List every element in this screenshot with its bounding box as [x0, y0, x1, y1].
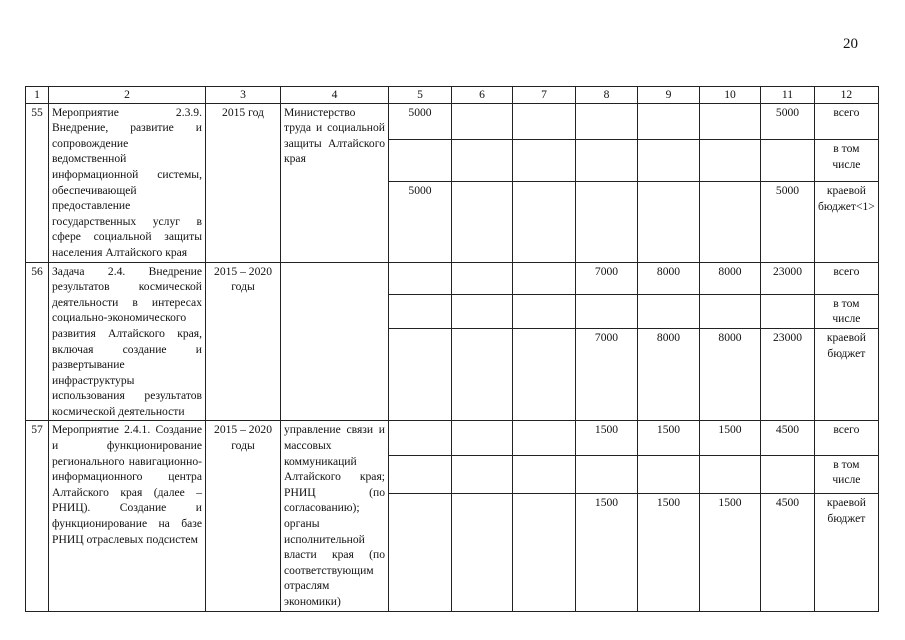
amount-cell: 5000 — [761, 103, 815, 140]
column-number: 8 — [576, 87, 638, 104]
column-number: 11 — [761, 87, 815, 104]
amount-cell — [638, 181, 700, 262]
amount-cell: 5000 — [761, 181, 815, 262]
amount-cell: 23000 — [761, 262, 815, 294]
amount-cell — [638, 103, 700, 140]
funding-source: всего — [815, 421, 879, 455]
amount-cell — [576, 455, 638, 494]
amount-cell: 1500 — [576, 421, 638, 455]
executor — [281, 262, 389, 421]
amount-cell — [513, 455, 576, 494]
executor: Министерство труда и социальной защиты Алтайского края — [281, 103, 389, 262]
amount-cell — [513, 329, 576, 421]
amount-cell — [576, 294, 638, 328]
amount-cell — [452, 262, 513, 294]
amount-cell — [513, 181, 576, 262]
funding-source: в том числе — [815, 294, 879, 328]
period: 2015 – 2020 годы — [206, 421, 281, 611]
amount-cell: 1500 — [700, 494, 761, 611]
column-number: 9 — [638, 87, 700, 104]
amount-cell — [389, 262, 452, 294]
amount-cell — [389, 329, 452, 421]
amount-cell — [761, 140, 815, 182]
amount-cell — [389, 421, 452, 455]
amount-cell — [576, 181, 638, 262]
amount-cell — [700, 455, 761, 494]
amount-cell — [513, 421, 576, 455]
page-number: 20 — [843, 36, 858, 52]
amount-cell — [576, 103, 638, 140]
funding-source: в том числе — [815, 140, 879, 182]
column-number: 6 — [452, 87, 513, 104]
amount-cell — [452, 329, 513, 421]
amount-cell — [761, 455, 815, 494]
funding-source: всего — [815, 262, 879, 294]
amount-cell — [513, 103, 576, 140]
amount-cell — [513, 140, 576, 182]
amount-cell — [513, 262, 576, 294]
amount-cell: 1500 — [576, 494, 638, 611]
amount-cell — [513, 294, 576, 328]
column-number: 5 — [389, 87, 452, 104]
column-number: 12 — [815, 87, 879, 104]
funding-source: краевой бюджет — [815, 329, 879, 421]
amount-cell: 8000 — [700, 329, 761, 421]
amount-cell: 1500 — [638, 421, 700, 455]
amount-cell: 1500 — [638, 494, 700, 611]
amount-cell — [452, 494, 513, 611]
amount-cell — [452, 421, 513, 455]
amount-cell — [452, 140, 513, 182]
amount-cell: 8000 — [638, 329, 700, 421]
amount-cell: 4500 — [761, 421, 815, 455]
amount-cell — [638, 455, 700, 494]
amount-cell — [389, 140, 452, 182]
amount-cell: 4500 — [761, 494, 815, 611]
amount-cell — [389, 494, 452, 611]
table-row — [26, 262, 879, 294]
amount-cell — [389, 455, 452, 494]
column-number: 4 — [281, 87, 389, 104]
row-number: 57 — [26, 421, 49, 611]
amount-cell: 7000 — [576, 329, 638, 421]
event-name: Мероприятие 2.4.1. Создание и функционирование регионального навигационно-информационного центра Алтайского края (далее – РНИЦ). Создание и функционирование на базе РНИЦ отраслевых подсистем — [49, 421, 206, 611]
amount-cell: 8000 — [638, 262, 700, 294]
amount-cell — [638, 140, 700, 182]
amount-cell — [700, 181, 761, 262]
amount-cell — [389, 294, 452, 328]
column-numbers-row — [26, 87, 879, 104]
row-number: 55 — [26, 103, 49, 262]
funding-source: краевой бюджет<1> — [815, 181, 879, 262]
period: 2015 год — [206, 103, 281, 262]
amount-cell — [576, 140, 638, 182]
amount-cell — [700, 140, 761, 182]
program-table — [25, 86, 879, 612]
amount-cell — [452, 181, 513, 262]
amount-cell: 23000 — [761, 329, 815, 421]
event-name: Задача 2.4. Внедрение результатов космической деятельности в интересах социально-экономического развития Алтайского края, включая создание и развертывание инфраструктуры использования результатов космической деятельности — [49, 262, 206, 421]
column-number: 10 — [700, 87, 761, 104]
table-row — [26, 103, 879, 140]
row-number: 56 — [26, 262, 49, 421]
table-row — [26, 421, 879, 455]
period: 2015 – 2020 годы — [206, 262, 281, 421]
amount-cell: 7000 — [576, 262, 638, 294]
amount-cell: 5000 — [389, 181, 452, 262]
funding-source: в том числе — [815, 455, 879, 494]
amount-cell: 5000 — [389, 103, 452, 140]
column-number: 3 — [206, 87, 281, 104]
funding-source: всего — [815, 103, 879, 140]
amount-cell — [700, 103, 761, 140]
amount-cell: 8000 — [700, 262, 761, 294]
event-name: Мероприятие 2.3.9. Внедрение, развитие и сопровождение ведомственной информационной системы, обеспечивающей предоставление государственных услуг в сфере социальной защиты населения Алтайского края — [49, 103, 206, 262]
column-number: 2 — [49, 87, 206, 104]
amount-cell — [452, 455, 513, 494]
executor: управление связи и массовых коммуникаций Алтайского края; РНИЦ (по согласованию); органы исполнительной власти края (по соответствующим отраслям экономики) — [281, 421, 389, 611]
amount-cell — [638, 294, 700, 328]
amount-cell: 1500 — [700, 421, 761, 455]
amount-cell — [452, 103, 513, 140]
column-number: 7 — [513, 87, 576, 104]
amount-cell — [513, 494, 576, 611]
amount-cell — [700, 294, 761, 328]
amount-cell — [761, 294, 815, 328]
funding-source: краевой бюджет — [815, 494, 879, 611]
amount-cell — [452, 294, 513, 328]
column-number: 1 — [26, 87, 49, 104]
